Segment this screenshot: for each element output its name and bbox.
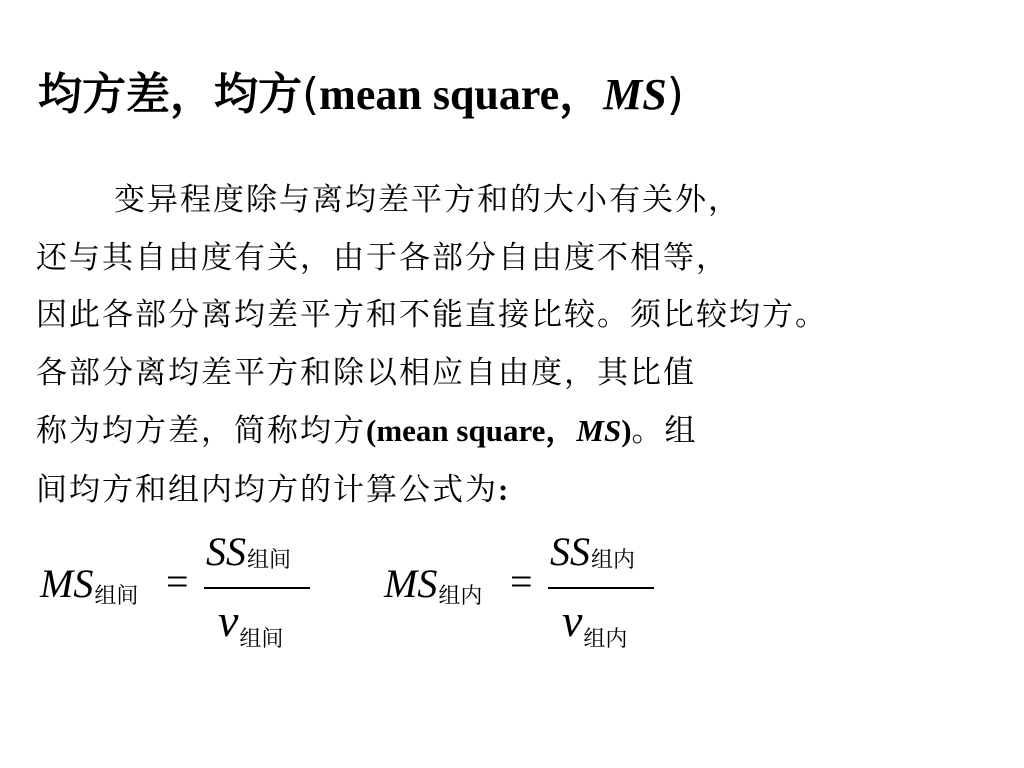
line6-colon: : [498, 471, 509, 507]
line5-tail: 。组 [631, 413, 698, 449]
df-between-denominator [218, 594, 283, 653]
line5-text: 称为均方差，简称均方 [36, 413, 366, 449]
nu-between-symbol: ν [218, 595, 239, 646]
ss-between-symbol: SS [206, 529, 246, 574]
equals-sign-within: = [510, 559, 533, 604]
ss-between-subscript: 组间 [247, 548, 292, 573]
ss-within-symbol: SS [550, 529, 590, 574]
line5-english-close: ) [621, 413, 632, 448]
title-abbrev: MS [603, 70, 667, 119]
ss-within-subscript: 组内 [591, 548, 636, 573]
paragraph-line-5 [36, 402, 996, 461]
fraction-bar-between [204, 587, 310, 589]
paragraph-line-3: 因此各部分离均差平方和不能直接比较。须比较均方。 [36, 297, 828, 333]
body-paragraph [36, 172, 996, 519]
fraction-bar-within [548, 587, 654, 589]
formula-row [40, 528, 740, 658]
ms-within-lhs [384, 560, 482, 610]
nu-within-symbol: ν [562, 595, 583, 646]
title-close-paren: ) [666, 69, 684, 120]
ms-within-symbol: MS [384, 561, 438, 606]
line5-english-open: (mean square， [366, 413, 577, 448]
paragraph-line-6 [36, 461, 996, 520]
equals-sign-between: = [166, 559, 189, 604]
formula-between-groups [40, 528, 330, 658]
title-english: mean square， [319, 70, 604, 119]
ss-within-numerator [550, 528, 635, 575]
df-within-denominator [562, 594, 627, 653]
ms-within-subscript: 组内 [438, 584, 483, 609]
ms-between-subscript: 组间 [94, 584, 139, 609]
paragraph-line-1: 变异程度除与离均差平方和的大小有关外， [114, 182, 741, 218]
paragraph-line-4: 各部分离均差平方和除以相应自由度，其比值 [36, 354, 696, 391]
paragraph-line-2: 还与其自由度有关，由于各部分自由度不相等， [36, 239, 729, 276]
formula-within-groups [384, 528, 674, 658]
ms-between-lhs [40, 560, 138, 610]
line5-abbrev: MS [576, 413, 622, 448]
ss-between-numerator [206, 528, 291, 575]
title-open-paren: ( [302, 69, 320, 120]
nu-between-subscript: 组间 [239, 627, 284, 652]
slide-title [38, 64, 684, 126]
title-chinese: 均方差，均方 [38, 69, 302, 120]
ms-between-symbol: MS [40, 561, 94, 606]
nu-within-subscript: 组内 [583, 627, 628, 652]
line6-text: 间均方和组内均方的计算公式为 [36, 471, 498, 508]
